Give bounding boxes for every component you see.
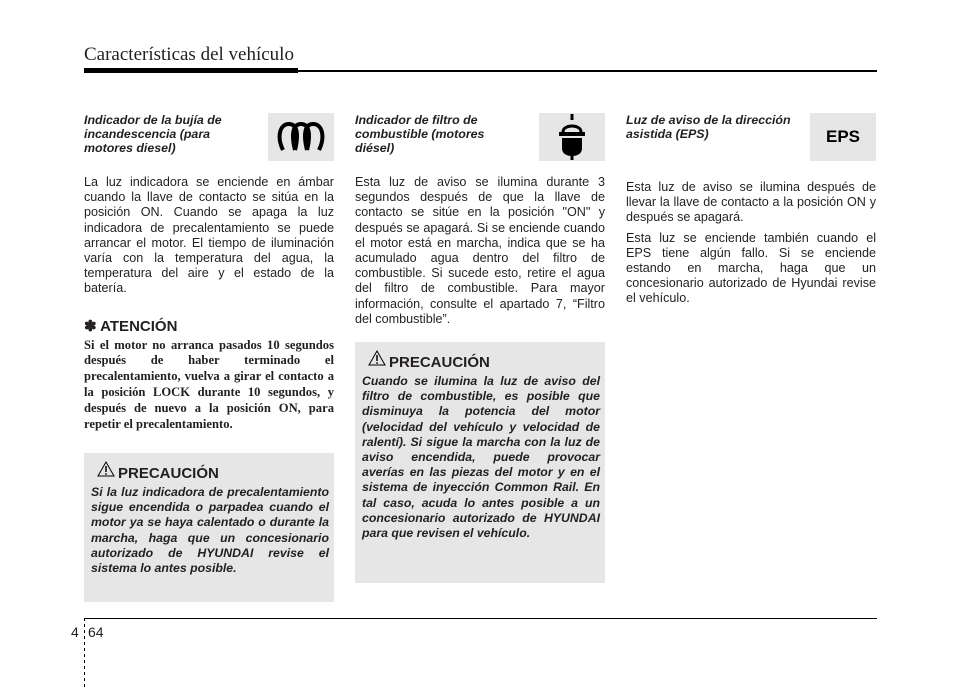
indicator-title: Luz de aviso de la dirección asistida (EPS) — [626, 113, 791, 141]
caution-title: PRECAUCIÓN — [389, 354, 490, 371]
header-rule-thick — [84, 68, 298, 73]
eps-icon: EPS — [825, 127, 861, 146]
caution-header — [84, 453, 334, 483]
caution-body: Si la luz indicadora de precalentamiento sigue encendida o parpadea cuando el motor ya se haya calentado o durante la marcha, haga que un concesionario autorizado de HYUNDAI revise el sistema lo antes posible. — [91, 485, 329, 576]
page-number: 64 — [88, 624, 104, 640]
indicator-title: Indicador de la bujía de incandescencia (para motores diesel) — [84, 113, 222, 155]
eps-description-1: Esta luz de aviso se ilumina después de llevar la llave de contacto a la posición ON y después se apagará. — [626, 180, 876, 225]
indicator-title: Indicador de filtro de combustible (motores diésel) — [355, 113, 485, 155]
caution-body: Cuando se ilumina la luz de aviso del filtro de combustible, es posible que disminuya la potencia del motor (velocidad del vehículo y velocidad de ralentí). Si sigue la marcha con la luz de aviso encendida, puede provocar averías en las piezas del motor y en el sistema de inyección Common Rail. En tal caso, acuda lo antes posible a un concesionario autorizado de HYUNDAI para que revisen el vehículo. — [362, 374, 600, 541]
attention-title: ✽ ATENCIÓN — [84, 317, 178, 335]
warning-triangle-icon — [97, 461, 115, 477]
indicator-header — [84, 110, 334, 166]
caution-box-fuel-filter — [355, 342, 605, 583]
footer-separator — [84, 618, 85, 688]
glow-plug-description: La luz indicadora se enciende en ámbar cuando la llave de contacto se sitúa en la posición ON. Cuando se apaga la luz indicadora de precalentamiento se puede arrancar el motor. El tiempo de iluminación varía con la temperatura del agua, la temperatura del aire y el estado de la batería. — [84, 175, 334, 296]
fuel-filter-icon-box — [539, 113, 605, 161]
attention-body: Si el motor no arranca pasados 10 segundos después de haber terminado el precalentamiento, vuelva a girar el contacto a la posición LOCK durante 10 segundos, y después de nuevo a la posición ON, para repetir el precalentamiento. — [84, 337, 334, 431]
warning-triangle-icon — [368, 350, 386, 366]
glow-plug-icon-box — [268, 113, 334, 161]
page-header-title: Características del vehículo — [84, 44, 294, 65]
caution-box-glow-plug — [84, 453, 334, 602]
footer-rule — [84, 618, 877, 619]
column-fuel-filter — [355, 110, 605, 332]
indicator-header — [355, 110, 605, 166]
indicator-header — [626, 110, 876, 166]
header-rule-thin — [298, 70, 877, 72]
eps-icon-box — [810, 113, 876, 161]
caution-header — [355, 342, 605, 372]
caution-title: PRECAUCIÓN — [118, 465, 219, 482]
chapter-number: 4 — [71, 624, 79, 640]
column-eps — [626, 110, 876, 312]
fuel-filter-icon — [557, 114, 587, 160]
column-glow-plug — [84, 110, 334, 432]
fuel-filter-description: Esta luz de aviso se ilumina durante 3 segundos después de que la llave de contacto se sitúe en la posición "ON" y después se apagará. Si se enciende cuando el motor está en marcha, indica que se ha acumulado agua dentro del filtro de combustible. Si sucede esto, retire el agua del filtro de combustible. Para mayor información, consulte el apartado 7, “Filtro del combustible”. — [355, 175, 605, 326]
glow-plug-icon — [275, 120, 327, 154]
eps-description-2: Esta luz se enciende también cuando el EPS tiene algún fallo. Si se enciende estando en marcha, haga que un concesionario autorizado de Hyundai revise el vehículo. — [626, 230, 876, 306]
